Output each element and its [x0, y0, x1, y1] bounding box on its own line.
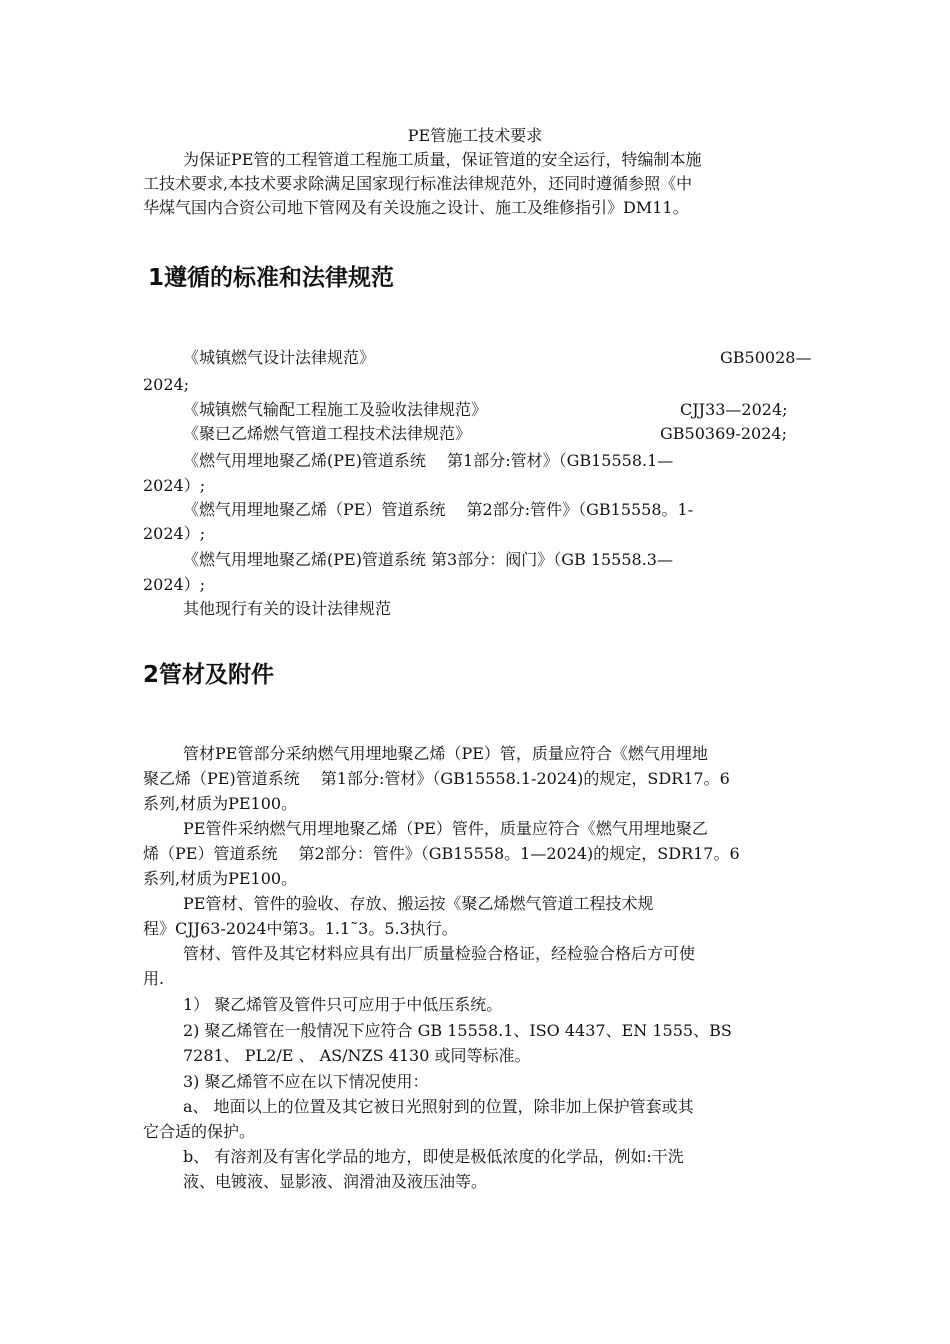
list-item: b、 有溶剂及有害化学品的地方，即使是极低浓度的化学品，例如:干洗: [183, 1147, 684, 1166]
body-line: 聚乙烯（PE)管道系统 第1部分:管材》（GB15558.1-2024)的规定，SDR17。6: [143, 769, 730, 788]
list-item-cont: 7281、 PL2/E 、 AS/NZS 4130 或同等标准。: [183, 1046, 531, 1065]
standard-item: 《燃气用埋地聚乙烯(PE)管道系统 第1部分:管材》（GB15558.1—: [183, 451, 674, 470]
body-line: PE管材、管件的验收、存放、搬运按《聚乙烯燃气管道工程技术规: [183, 894, 654, 913]
standard-item-cont: 2024）;: [143, 476, 206, 495]
list-item: 2) 聚乙烯管在一般情况下应符合 GB 15558.1、ISO 4437、EN 1555、BS: [183, 1021, 732, 1040]
standard-code: CJJ33—2024;: [680, 400, 788, 419]
body-line: 程》CJJ63-2024中第3。1.1˜3。5.3执行。: [143, 919, 458, 938]
body-line: 用.: [143, 969, 165, 988]
standard-item: 《燃气用埋地聚乙烯（PE）管道系统 第2部分:管件》（GB15558。1-: [183, 500, 694, 519]
standard-item-cont: 2024）;: [143, 524, 206, 543]
standard-item-cont: 2024）;: [143, 575, 206, 594]
standard-item: 《城镇燃气设计法律规范》: [183, 348, 376, 367]
body-line: 烯（PE）管道系统 第2部分：管件》（GB15558。1—2024)的规定，SDR17。6: [143, 844, 740, 863]
standard-item: 《城镇燃气输配工程施工及验收法律规范》: [183, 400, 488, 419]
standard-item: 《聚已乙烯燃气管道工程技术法律规范》: [183, 424, 472, 443]
list-item-cont: 它合适的保护。: [143, 1122, 256, 1141]
body-line: 系列,材质为PE100。: [143, 794, 298, 813]
standard-code: GB50369-2024;: [660, 424, 787, 443]
body-line: 管材PE管部分采纳燃气用埋地聚乙烯（PE）管，质量应符合《燃气用埋地: [183, 744, 708, 763]
body-line: 系列,材质为PE100。: [143, 869, 298, 888]
list-item: a、 地面以上的位置及其它被日光照射到的位置，除非加上保护管套或其: [183, 1097, 694, 1116]
intro-line: 华煤气国内合资公司地下管网及有关设施之设计、施工及维修指引》DM11。: [143, 198, 689, 217]
page-title: PE管施工技术要求: [407, 126, 543, 145]
body-line: 管材、管件及其它材料应具有出厂质量检验合格证，经检验合格后方可使: [183, 944, 696, 963]
list-item: 1） 聚乙烯管及管件只可应用于中低压系统。: [183, 995, 503, 1014]
intro-line: 为保证PE管的工程管道工程施工质量，保证管道的安全运行，特编制本施: [183, 150, 702, 169]
standard-item-cont: 2024;: [143, 375, 190, 394]
list-item: 3) 聚乙烯管不应在以下情况使用：: [183, 1072, 429, 1091]
body-line: PE管件采纳燃气用埋地聚乙烯（PE）管件，质量应符合《燃气用埋地聚乙: [183, 819, 708, 838]
section-1-heading: 1遵循的标准和法律规范: [148, 265, 395, 291]
standard-item: 其他现行有关的设计法律规范: [183, 599, 392, 618]
standard-item: 《燃气用埋地聚乙烯(PE)管道系统 第3部分：阀门》（GB 15558.3—: [183, 550, 673, 569]
list-item-cont: 液、电镀液、显影液、润滑油及液压油等。: [183, 1172, 488, 1191]
intro-line: 工技术要求,本技术要求除满足国家现行标准法律规范外，还同时遵循参照《中: [143, 174, 693, 193]
standard-code: GB50028—: [720, 348, 812, 367]
section-2-heading: 2管材及附件: [143, 662, 275, 688]
